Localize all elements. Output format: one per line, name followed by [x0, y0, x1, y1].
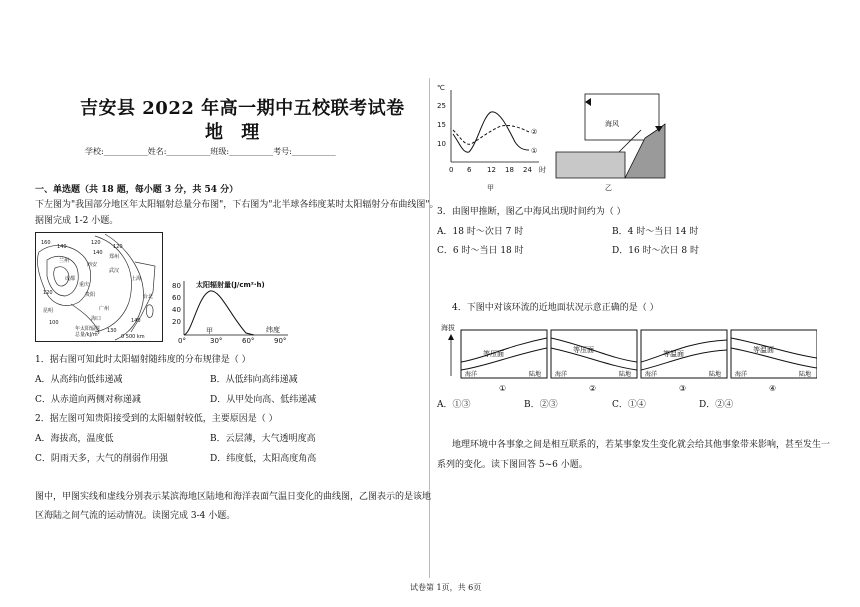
q2-option-d[interactable]: D．纬度低，太阳高度角高: [210, 454, 317, 464]
svg-text:②: ②: [589, 384, 597, 393]
q2-option-a[interactable]: A．海拔高，温度低: [35, 434, 114, 444]
sea-temperature-curve: [453, 125, 529, 144]
q1-option-c[interactable]: C．从赤道向两侧对称递减: [35, 395, 141, 405]
svg-text:等压面: 等压面: [573, 346, 594, 354]
map-label: 120: [113, 244, 123, 250]
question-1-stem: 1．据右图可知此时太阳辐射随纬度的分布规律是（ ）: [35, 355, 251, 365]
column-divider: [429, 78, 430, 578]
svg-text:等温面: 等温面: [753, 346, 774, 354]
x-tick: 90°: [274, 337, 287, 345]
page-footer: 试卷第 1页，共 6页: [410, 583, 482, 592]
solar-radiation-map: [35, 232, 163, 342]
map-label: 140: [131, 318, 141, 324]
y-tick: 20: [172, 318, 181, 326]
x-axis-label: 纬度: [266, 326, 280, 334]
arrow-up-icon: [448, 334, 454, 340]
land-block: [625, 124, 665, 178]
svg-text:陆地: 陆地: [529, 371, 542, 378]
section-heading: 一、单选题（共 18 题，每小题 3 分，共 54 分）: [35, 185, 239, 195]
y-unit: ℃: [437, 84, 445, 92]
map-label: 140: [57, 244, 67, 250]
x-tick: 12: [487, 166, 496, 174]
svg-text:海洋: 海洋: [735, 371, 748, 378]
q1-option-d[interactable]: D．从甲处向高、低纬递减: [210, 395, 317, 405]
panel-3: [641, 330, 727, 393]
map-label: 台北: [143, 294, 154, 300]
q2-option-c[interactable]: C．阴雨天多，大气的削弱作用强: [35, 454, 168, 464]
intro-34-line1: 图中，甲图实线和虚线分别表示某滨海地区陆地和海洋表面气温日变化的曲线图，乙图表示的是该地: [35, 492, 432, 502]
q3-option-c[interactable]: C．6 时～当日 18 时: [437, 246, 524, 256]
q3-option-a[interactable]: A．18 时～次日 7 时: [437, 227, 524, 237]
intro-34-line2: 区海陆之间气流的运动情况。读图完成 3-4 小题。: [35, 511, 236, 521]
intro-text-1: 下左图为"我国部分地区年太阳辐射总量分布图"，下右图为"北半球各纬度某时太阳辐射分布曲线图"。: [35, 200, 439, 210]
q3-option-d[interactable]: D．16 时～次日 8 时: [612, 246, 699, 256]
q2-option-b[interactable]: B．云层薄，大气透明度高: [210, 434, 316, 444]
y-tick: 80: [172, 282, 181, 290]
y-tick: 25: [437, 102, 446, 110]
svg-text:海洋: 海洋: [465, 371, 478, 378]
temperature-chart-jia: [435, 82, 553, 194]
map-label: 120: [43, 290, 53, 296]
y-tick: 60: [172, 294, 181, 302]
q4-panels: [437, 318, 817, 396]
sea-breeze-diagram-yi: [555, 82, 673, 194]
question-3-stem: 3．由图甲推断，图乙中海风出现时间约为（ ）: [437, 207, 626, 217]
altitude-axis-label: 海拔: [441, 324, 455, 332]
x-tick: 18: [505, 166, 514, 174]
x-tick: 0: [449, 166, 454, 174]
x-tick: 60°: [242, 337, 255, 345]
x-tick: 6: [467, 166, 472, 174]
map-scale: 0 500 km: [121, 334, 145, 340]
q4-option-b[interactable]: B．②③: [524, 400, 558, 410]
chart-title: 太阳辐射量(J/cm²·h): [196, 281, 265, 289]
svg-text:陆地: 陆地: [619, 371, 632, 378]
series-label-1: ①: [531, 147, 538, 155]
map-label: 广州: [99, 306, 110, 312]
q1-option-b[interactable]: B．从低纬向高纬递减: [210, 375, 298, 385]
y-tick: 10: [437, 140, 446, 148]
curve-label-jia: 甲: [206, 327, 213, 335]
map-label: 贵阳: [85, 292, 96, 298]
svg-text:③: ③: [679, 384, 687, 393]
map-label: 140: [93, 250, 103, 256]
svg-text:④: ④: [769, 384, 777, 393]
y-tick: 15: [437, 121, 446, 129]
q4-option-c[interactable]: C．①④: [612, 400, 646, 410]
q3-option-b[interactable]: B．4 时～当日 14 时: [612, 227, 699, 237]
figure-caption-jia: 甲: [487, 184, 494, 192]
radiation-curve: [184, 291, 254, 335]
latitude-radiation-chart: [170, 275, 295, 347]
student-info-line: 学校:___________姓名:___________班级:___________考号:___________: [85, 147, 336, 156]
svg-text:等压面: 等压面: [483, 350, 504, 358]
svg-text:海洋: 海洋: [645, 371, 658, 378]
intro-56-line2: 系列的变化。读下图回答 5~6 小题。: [437, 460, 588, 470]
svg-text:陆地: 陆地: [799, 371, 812, 378]
map-label: 郑州: [109, 254, 120, 260]
x-tick: 30°: [210, 337, 223, 345]
exam-title: 吉安县 2022 年高一期中五校联考试卷: [80, 98, 405, 119]
land-temperature-curve: [453, 112, 529, 152]
sea-breeze-label: 海风: [605, 120, 619, 128]
svg-text:①: ①: [499, 384, 507, 393]
map-label: 160: [41, 240, 51, 246]
question-2-stem: 2．据左图可知贵阳接受到的太阳辐射较低，主要原因是（ ）: [35, 414, 278, 424]
series-label-2: ②: [531, 128, 538, 136]
sea-block: [556, 152, 625, 178]
intro-56-line1: 地理环境中各事象之间是相互联系的，若某事象发生变化就会给其他事象带来影响，甚至发生一: [452, 440, 831, 450]
arrow-icon: [585, 98, 591, 106]
subject-title: 地 理: [205, 122, 266, 143]
figure-caption-yi: 乙: [605, 184, 612, 192]
panel-4: [731, 330, 817, 393]
map-label: 100: [49, 320, 59, 326]
q4-option-d[interactable]: D．②④: [699, 400, 734, 410]
map-label: 上海: [131, 276, 142, 282]
svg-text:陆地: 陆地: [709, 371, 722, 378]
svg-text:等温面: 等温面: [663, 350, 684, 358]
map-label: 兰州: [59, 258, 70, 264]
y-tick: 40: [172, 306, 181, 314]
panel-2: [551, 330, 637, 393]
x-tick: 24: [523, 166, 532, 174]
question-4-stem: 4．下图中对该环流的近地面状况示意正确的是（ ）: [452, 303, 659, 313]
map-label: 成都: [65, 276, 76, 282]
map-label: 120: [91, 240, 101, 246]
map-label: 总量/kJ/m²: [75, 332, 100, 338]
panel-1: [461, 330, 547, 393]
x-unit: 时: [539, 166, 546, 174]
svg-text:海洋: 海洋: [555, 371, 568, 378]
map-label: 年太阳辐射: [75, 326, 101, 332]
q1-option-a[interactable]: A．从高纬向低纬递减: [35, 375, 123, 385]
map-label: 130: [107, 328, 117, 334]
map-label: 昆明: [43, 308, 54, 314]
map-label: 武汉: [109, 268, 120, 274]
map-label: 海口: [91, 316, 102, 322]
x-tick: 0°: [178, 337, 186, 345]
q4-option-a[interactable]: A．①③: [437, 400, 471, 410]
map-label: 重庆: [79, 282, 90, 288]
intro-text-2: 据图完成 1-2 小题。: [35, 216, 119, 226]
map-label: 西安: [87, 262, 98, 268]
